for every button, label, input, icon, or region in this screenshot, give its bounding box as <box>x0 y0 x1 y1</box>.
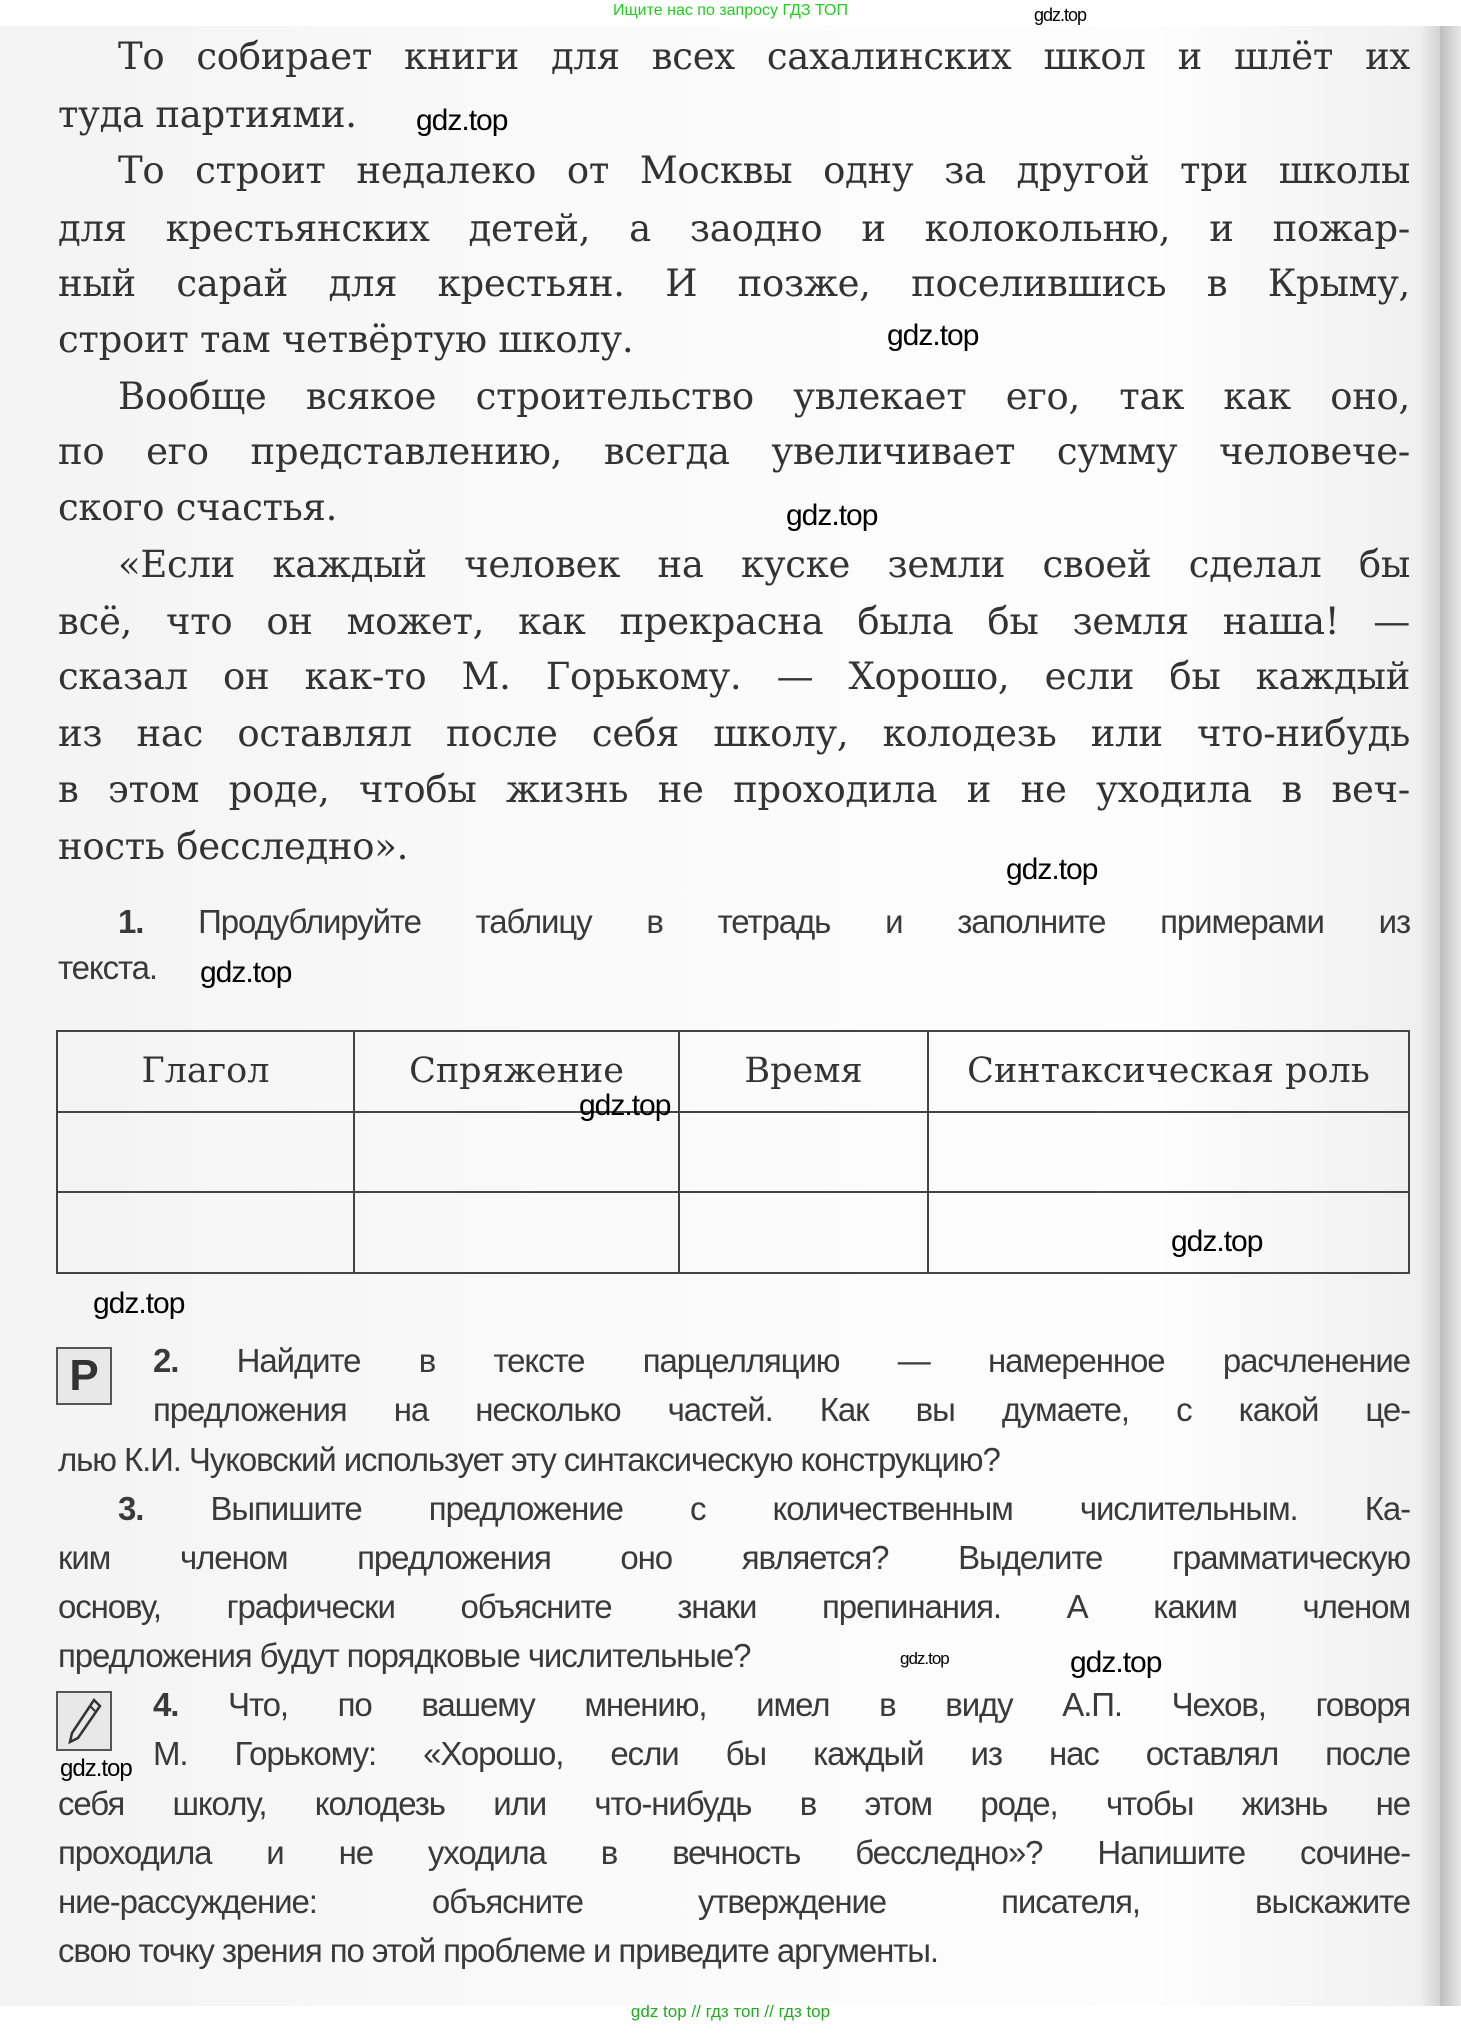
task-number: 2. <box>153 1342 179 1379</box>
task-4-line: себя школу, колодезь или что-нибудь в этом роде, чтобы жизнь не <box>58 1785 1410 1822</box>
task-2-line: предложения на несколько частей. Как вы думаете, с какой це- <box>153 1391 1410 1428</box>
table-cell <box>57 1192 354 1273</box>
watermark: gdz.top <box>887 319 979 352</box>
text-line: Вообще всякое строительство увлекает его, так как оно, <box>118 375 1410 418</box>
watermark: gdz.top <box>1006 853 1098 886</box>
table-header: Время <box>679 1031 928 1112</box>
task-4-line: проходила и не уходила в вечность бесследно»? Напишите сочине- <box>58 1834 1410 1871</box>
table-cell <box>354 1112 679 1193</box>
watermark: gdz.top <box>93 1287 185 1320</box>
badge-letter: P <box>69 1351 99 1400</box>
watermark: gdz.top <box>1070 1646 1162 1679</box>
text-line: То собирает книги для всех сахалинских школ и шлёт их <box>118 35 1410 78</box>
task-3-line: ким членом предложения оно является? Выделите грамматическую <box>58 1539 1410 1576</box>
table-header: Спряжение <box>354 1031 679 1112</box>
task-number: 1. <box>118 903 144 940</box>
task-4-line <box>153 1686 1410 1732</box>
text-line: ского счастья. <box>58 486 338 529</box>
text-line: из нас оставлял после себя школу, колодезь или что-нибудь <box>58 712 1410 755</box>
task-3-line: предложения будут порядковые числительные? <box>58 1637 751 1674</box>
footer-watermark: gdz top // гдз топ // гдз top <box>630 2002 831 2021</box>
task-number: 4. <box>153 1686 179 1723</box>
text-line: ный сарай для крестьян. И позже, поселившись в Крыму, <box>58 262 1410 305</box>
watermark: gdz.top <box>900 1649 949 1668</box>
table-cell <box>354 1192 679 1273</box>
task-2-line <box>153 1342 1410 1388</box>
text-line: по его представлению, всегда увеличивает сумму человече- <box>58 430 1410 473</box>
text-line: всё, что он может, как прекрасна была бы земля наша! — <box>58 600 1410 643</box>
task-text: Найдите в тексте парцелляцию — намеренное расчленение <box>236 1342 1410 1379</box>
watermark: gdz.top <box>60 1755 132 1782</box>
repeat-badge-icon <box>56 1347 112 1405</box>
table-cell <box>57 1112 354 1193</box>
watermark: gdz.top <box>416 104 508 137</box>
task-4-line: ние-рассуждение: объясните утверждение писателя, выскажите <box>58 1883 1410 1920</box>
watermark: gdz.top <box>1034 5 1087 25</box>
task-text: Продублируйте таблицу в тетрадь и заполните примерами из <box>198 903 1410 940</box>
watermark: gdz.top <box>786 499 878 532</box>
task-text: Что, по вашему мнению, имел в виду А.П. Чехов, говоря <box>228 1686 1410 1723</box>
pencil-icon <box>56 1691 112 1751</box>
task-number: 3. <box>118 1490 144 1527</box>
top-banner: Ищите нас по запросу ГДЗ ТОП <box>613 2 848 19</box>
table-cell <box>928 1192 1409 1273</box>
task-1-line: текста. <box>58 949 157 986</box>
task-3-line <box>118 1490 1410 1536</box>
text-line: в этом роде, чтобы жизнь не проходила и не уходила в веч- <box>58 768 1410 811</box>
table-row <box>57 1112 1409 1193</box>
table-header: Синтаксическая роль <box>928 1031 1409 1112</box>
task-text: Выпишите предложение с количественным числительным. Ка- <box>210 1490 1410 1527</box>
table-header: Глагол <box>57 1031 354 1112</box>
task-1-line <box>118 903 1410 949</box>
text-line: ность бесследно». <box>58 825 409 868</box>
watermark: gdz.top <box>1171 1225 1263 1258</box>
text-line: для крестьянских детей, а заодно и колокольню, и пожар- <box>58 207 1410 250</box>
text-line: туда партиями. <box>58 93 357 136</box>
page-edge-shadow <box>1440 26 1461 2006</box>
table-header-row <box>57 1031 1409 1112</box>
table-cell <box>679 1192 928 1273</box>
text-line: «Если каждый человек на куске земли своей сделал бы <box>118 543 1410 586</box>
watermark: gdz.top <box>579 1089 671 1122</box>
text-line: строит там четвёртую школу. <box>58 318 634 361</box>
table-cell <box>679 1112 928 1193</box>
task-2-line: лью К.И. Чуковский использует эту синтаксическую конструкцию? <box>58 1441 1000 1478</box>
watermark: gdz.top <box>200 956 292 989</box>
table-cell <box>928 1112 1409 1193</box>
text-line: сказал он как-то М. Горькому. — Хорошо, если бы каждый <box>58 655 1410 698</box>
task-3-line: основу, графически объясните знаки препинания. А каким членом <box>58 1588 1410 1625</box>
task-4-line: свою точку зрения по этой проблеме и приведите аргументы. <box>58 1932 938 1969</box>
task-4-line: М. Горькому: «Хорошо, если бы каждый из нас оставлял после <box>153 1735 1410 1772</box>
text-line: То строит недалеко от Москвы одну за другой три школы <box>118 149 1410 192</box>
